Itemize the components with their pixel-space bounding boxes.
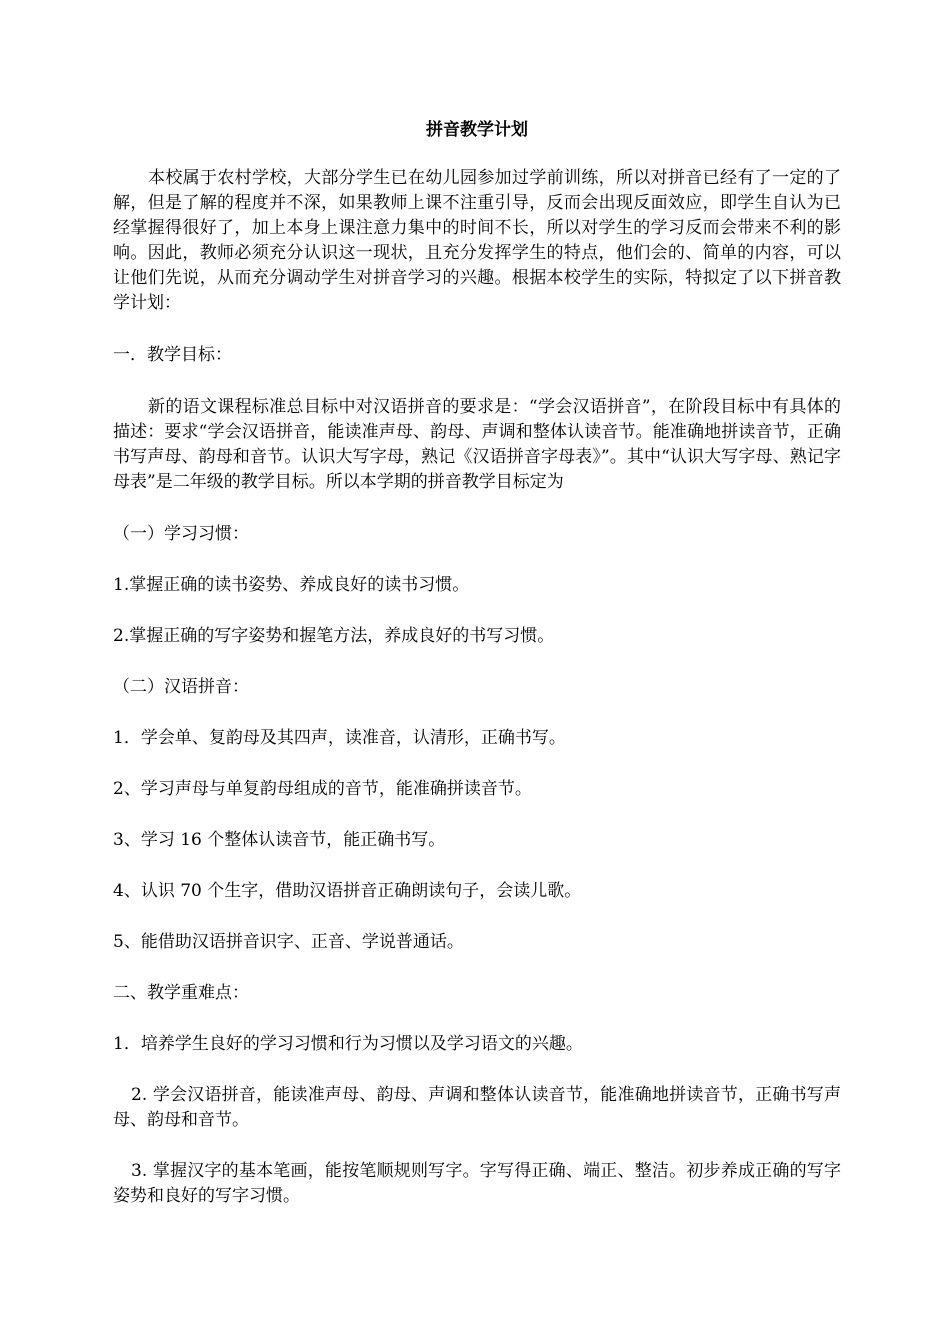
list-item: 1.掌握正确的读书姿势、养成良好的读书习惯。 — [113, 575, 470, 595]
document-page — [113, 118, 841, 1209]
document-title: 拼音教学计划 — [426, 120, 528, 140]
list-item: 3、学习 16 个整体认读音节，能正确书写。 — [113, 830, 446, 850]
list-item: 1．学会单、复韵母及其四声，读准音，认清形，正确书写。 — [113, 728, 566, 748]
list-item: 2、学习声母与单复韵母组成的音节，能准确拼读音节。 — [113, 779, 532, 799]
section2-heading: 二、教学重难点： — [113, 983, 249, 1003]
list-item: 2.掌握正确的写字姿势和握笔方法，养成良好的书写习惯。 — [113, 626, 555, 646]
section1-paragraph: 新的语文课程标准总目标中对汉语拼音的要求是：“学会汉语拼音”，在阶段目标中有具体的描述：要求“学会汉语拼音，能读准声母、韵母、声调和整体认读音节。能准确地拼读音节，正确书写声母、韵母和音节。认识大写字母，熟记《汉语拼音字母表》”。其中“认识大写字母、熟记字母表”是二年级的教学目标。所以本学期的拼音教学目标定为 — [113, 397, 841, 492]
intro-paragraph: 本校属于农村学校，大部分学生已在幼儿园参加过学前训练，所以对拼音已经有了一定的了解，但是了解的程度并不深，如果教师上课不注重引导，反而会出现反面效应，即学生自认为已经掌握得很好了，加上本身上课注意力集中的时间不长，所以对学生的学习反而会带来不利的影响。因此，教师必须充分认识这一现状，且充分发挥学生的特点，他们会的、简单的内容，可以让他们先说，从而充分调动学生对拼音学习的兴趣。根据本校学生的实际，特拟定了以下拼音教学计划： — [113, 168, 841, 313]
sub2-heading: （二）汉语拼音： — [113, 677, 249, 697]
list-item: 2. 学会汉语拼音，能读准声母、韵母、声调和整体认读音节，能准确地拼读音节，正确书写声母、韵母和音节。 — [113, 1085, 841, 1130]
list-item: 1．培养学生良好的学习习惯和行为习惯以及学习语文的兴趣。 — [113, 1034, 583, 1054]
section1-heading: 一．教学目标： — [113, 345, 232, 365]
list-item: 4、认识 70 个生字，借助汉语拼音正确朗读句子，会读儿歌。 — [113, 881, 582, 901]
sub1-heading: （一）学习习惯： — [113, 524, 249, 544]
list-item: 5、能借助汉语拼音识字、正音、学说普通话。 — [113, 932, 464, 952]
list-item: 3. 掌握汉字的基本笔画，能按笔顺规则写字。字写得正确、端正、整洁。初步养成正确的写字姿势和良好的写字习惯。 — [113, 1161, 841, 1206]
